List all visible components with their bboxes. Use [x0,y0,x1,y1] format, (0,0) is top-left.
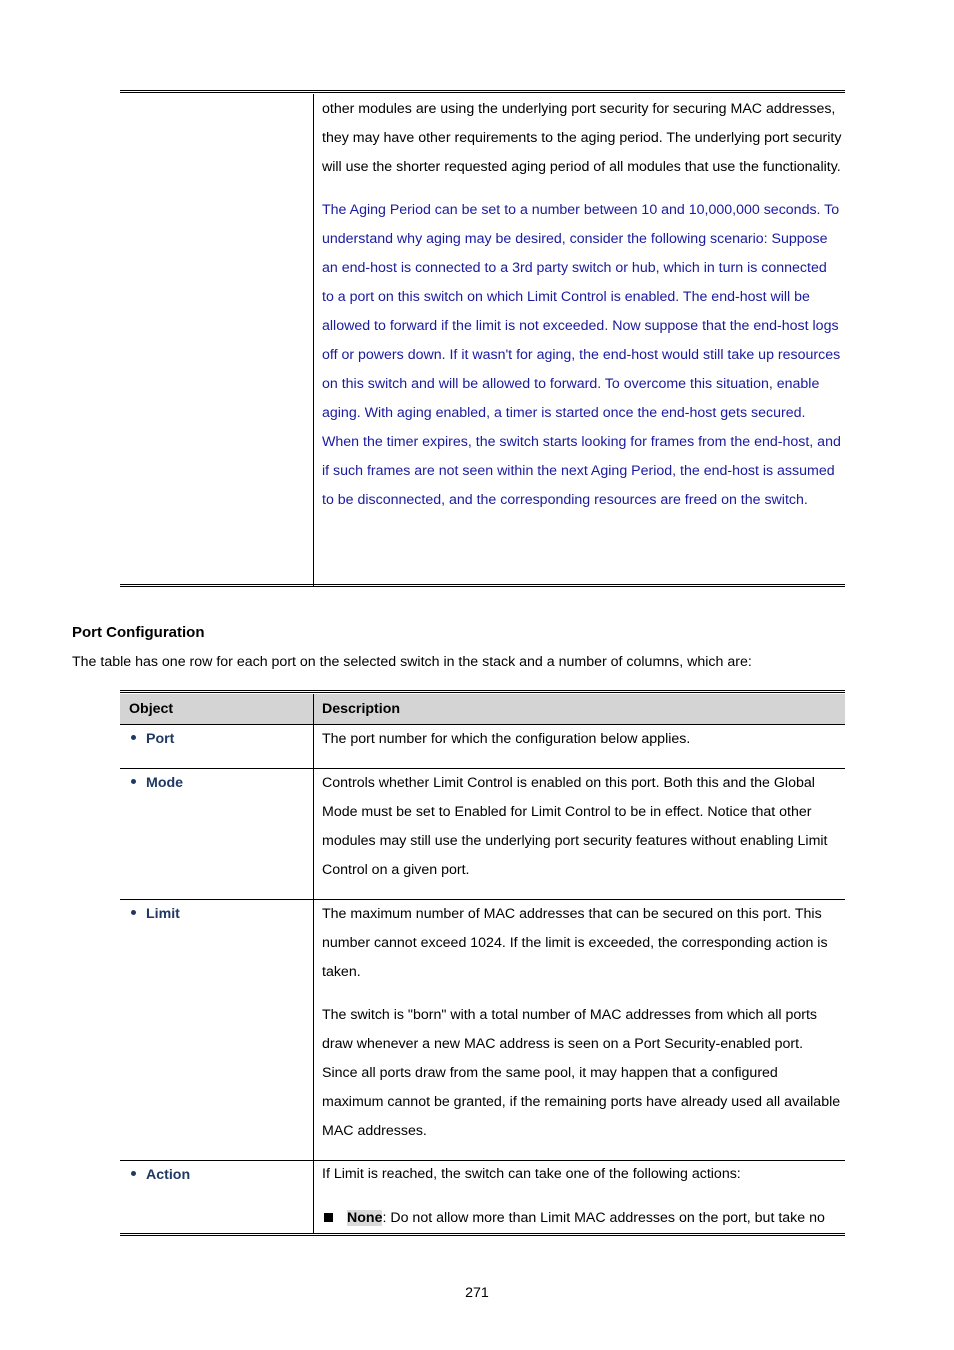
object-label: Port [146,731,175,747]
page-number: 271 [465,1285,489,1301]
object-label: Limit [146,906,180,922]
object-mode [128,769,183,798]
table-top-rule [120,90,845,93]
object-label: Action [146,1167,191,1183]
aging-table [120,90,845,590]
object-limit [128,900,180,929]
option-text: : Do not allow more than Limit MAC addresses on the port, but take no [382,1210,825,1226]
table-bottom-rule [120,584,845,587]
description-text: If Limit is reached, the switch can take one of the following actions: [322,1166,741,1182]
description-action [322,1160,842,1233]
table-bottom-rule [120,1233,845,1236]
square-bullet-icon [324,1213,333,1222]
bullet-icon [131,735,136,740]
description-text: Controls whether Limit Control is enabled on this port. Both this and the Global Mode must be set to Enabled for Limit Control to be in effect. Notice that other modules may still use the underlying port security features without enabling Limit Control on a given port. [322,775,828,878]
bullet-icon [131,910,136,915]
column-divider [313,94,314,586]
header-object: Object [129,701,174,717]
description-mode [322,769,842,885]
bullet-icon [131,779,136,784]
description-text: The maximum number of MAC addresses that can be secured on this port. This number cannot exceed 1024. If the limit is exceeded, the corresponding action is taken. [322,906,828,980]
object-label: Mode [146,775,184,791]
column-divider [313,694,314,1233]
aging-paragraph-2: The Aging Period can be set to a number between 10 and 10,000,000 seconds. To understand why aging may be desired, consider the following scenario: Suppose an end-host is connected to a 3rd party switch or hub, which in turn is connected to a port on this switch on which Limit Control is enabled. The end-host will be allowed to forward if the limit is not exceeded. Now suppose that the end-host logs off or powers down. If it wasn't for aging, the end-host would still take up resources on this switch and will be allowed to forward. To overcome this situation, enable aging. With aging enabled, a timer is started once the end-host gets secured. When the timer expires, the switch starts looking for frames from the end-host, and if such frames are not seen within the next Aging Period, the end-host is assumed to be disconnected, and the corresponding resources are freed on the switch. [322,202,841,508]
port-config-table [120,690,845,1240]
aging-paragraph-1: other modules are using the underlying port security for securing MAC addresses, they may have other requirements to the aging period. The underlying port security will use the shorter requested aging period of all modules that use the functionality. [322,101,842,175]
description-cell [322,95,842,515]
table-top-rule [120,690,845,693]
header-description: Description [322,701,401,717]
section-intro: The table has one row for each port on the selected switch in the stack and a number of columns, which are: [72,654,752,670]
action-option-none [322,1204,842,1233]
description-limit [322,900,842,1146]
table-header [120,694,845,724]
option-label: None [347,1210,383,1226]
description-text: The port number for which the configuration below applies. [322,731,691,747]
object-port [128,725,174,754]
object-action [128,1161,190,1190]
description-text: The switch is "born" with a total number of MAC addresses from which all ports draw whenever a new MAC address is seen on a Port Security-enabled port. Since all ports draw from the same pool, it may happen that a configured maximum cannot be granted, if the remaining ports have already used all available MAC addresses. [322,1007,841,1139]
bullet-icon [131,1171,136,1176]
description-port [322,725,842,754]
section-title: Port Configuration [72,624,205,641]
